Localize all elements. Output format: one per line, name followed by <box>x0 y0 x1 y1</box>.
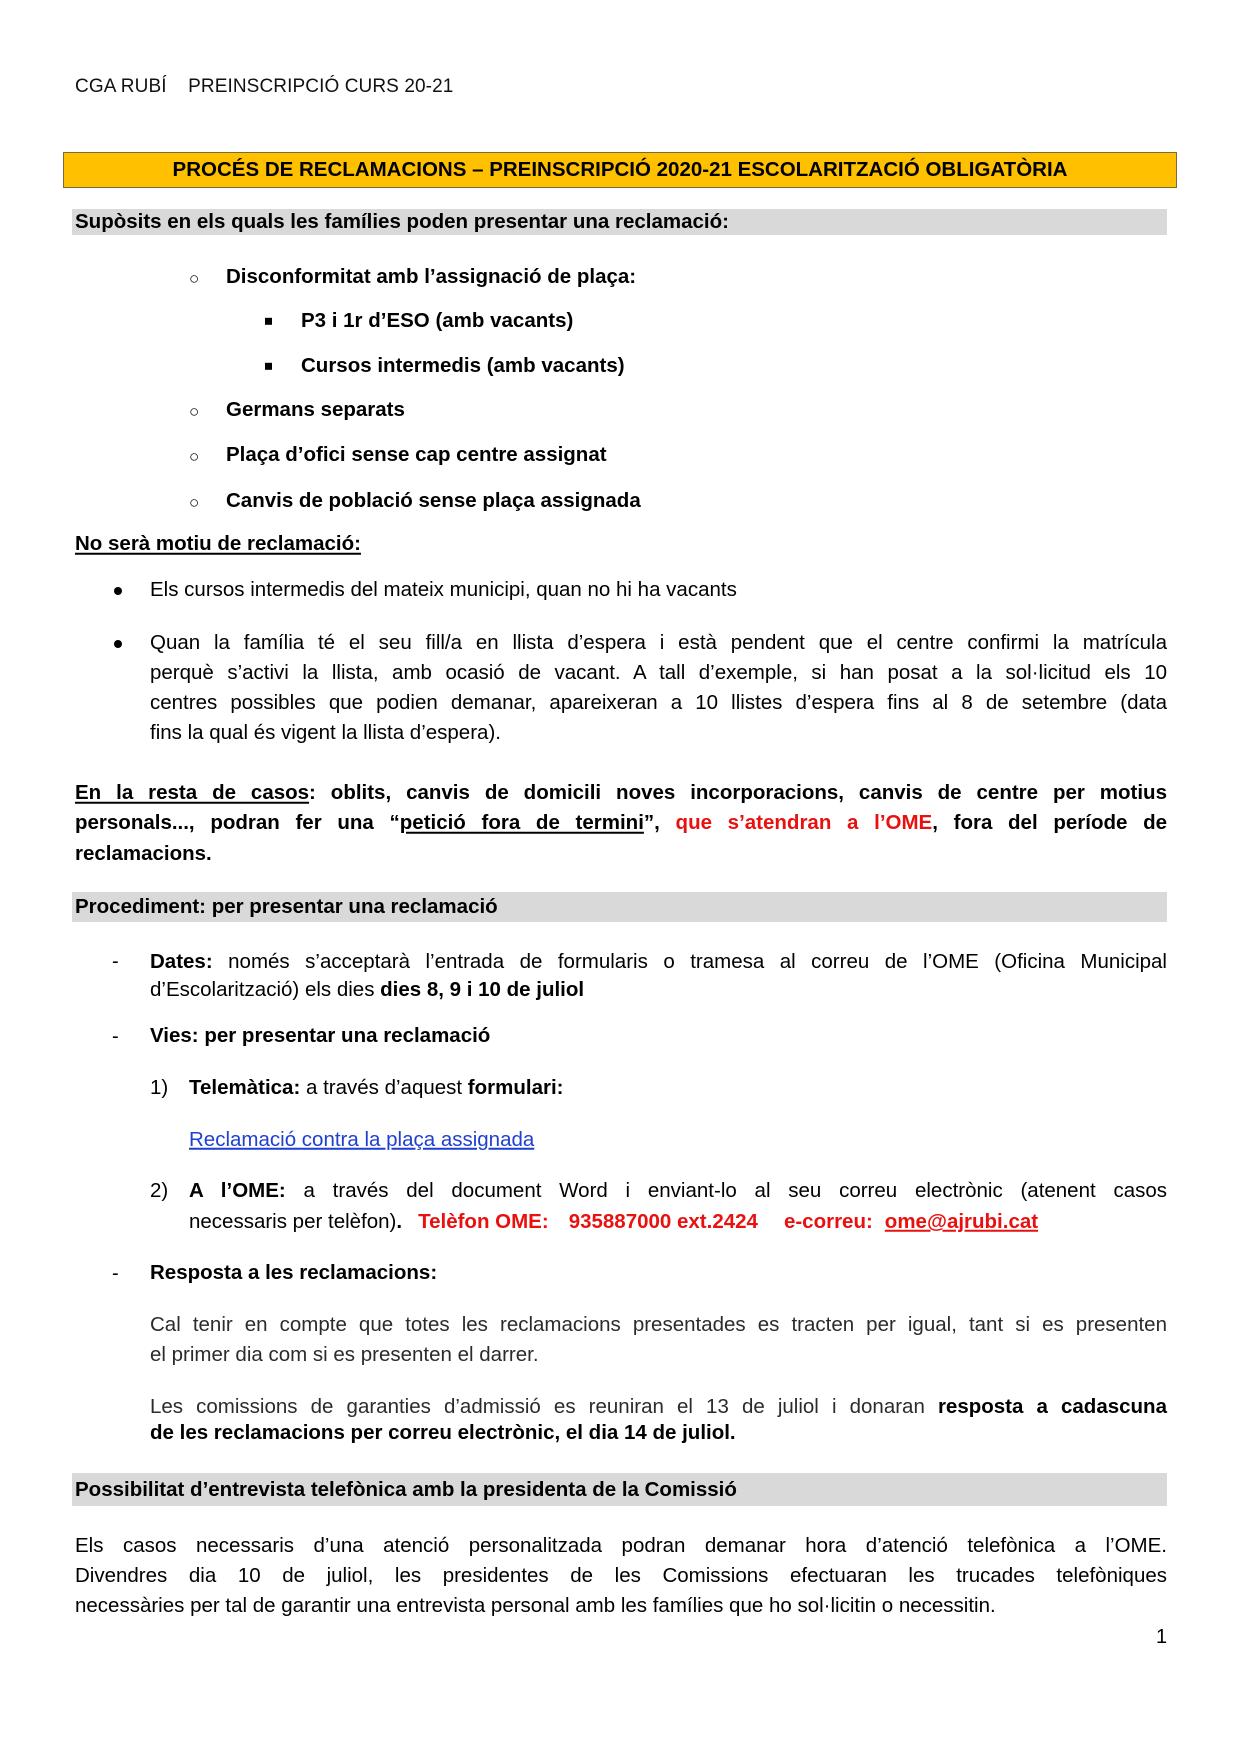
bullet-dot-icon <box>114 640 122 648</box>
dates-days: dies 8, 9 i 10 de juliol <box>380 977 585 1001</box>
list-item: P3 i 1r d’ESO (amb vacants) <box>301 308 574 332</box>
dash-bullet-icon: - <box>112 950 119 973</box>
email-label: e-correu: <box>783 1209 873 1233</box>
option-ome-line-1 <box>189 1178 1168 1202</box>
resposta-para1-line1: Cal tenir en compte que totes les reclamacions presentades es tracten per igual, tant si es presenten <box>150 1312 1167 1336</box>
phone-number: 935887000 ext.2424 <box>568 1209 758 1233</box>
circle-bullet-icon: ○ <box>189 402 200 421</box>
resta-line-3: reclamacions. <box>75 841 212 865</box>
title-banner <box>63 152 1177 188</box>
resta-label: En la resta de casos <box>75 780 310 804</box>
list-item: Canvis de població sense plaça assignada <box>226 488 641 512</box>
section-heading-procediment: Procediment: per presentar una reclamació <box>75 894 498 918</box>
circle-bullet-icon: ○ <box>189 269 200 288</box>
ome-highlight: que s’atendran a l’OME <box>675 810 933 834</box>
dates-text: d’Escolarització) els dies <box>150 977 381 1001</box>
resposta-para1-line2: el primer dia com si es presenten el darrer. <box>150 1342 539 1366</box>
list-item: Disconformitat amb l’assignació de plaça: <box>226 264 637 288</box>
telematica-label: Telemàtica: <box>189 1075 301 1099</box>
option-ome-line-2 <box>189 1209 1039 1233</box>
phone-label: Telèfon OME: <box>418 1209 549 1233</box>
resta-line-2 <box>75 810 1167 834</box>
list-item-line: centres possibles que podien demanar, apareixeran a 10 llistes d’espera fins al 8 de setembre (data <box>150 690 1167 714</box>
section-heading-bar <box>72 892 1167 922</box>
option-telematica <box>189 1075 564 1099</box>
section-heading-entrevista: Possibilitat d’entrevista telefònica amb la presidenta de la Comissió <box>75 1477 737 1501</box>
dates-line-2 <box>150 977 585 1001</box>
no-motiu-heading: No serà motiu de reclamació: <box>75 531 361 555</box>
section-heading-bar <box>72 209 1167 235</box>
ome-text: . <box>396 1209 403 1233</box>
list-item: Germans separats <box>226 397 405 421</box>
telematica-text: a través d’aquest <box>300 1075 468 1099</box>
resposta-bold: resposta a cadascuna <box>937 1394 1167 1418</box>
vies-heading: Vies: per presentar una reclamació <box>150 1023 491 1047</box>
resta-text: ”, <box>643 810 676 834</box>
section-heading-suposits: Supòsits en els quals les famílies poden presentar una reclamació: <box>75 209 729 233</box>
document-header: CGA RUBÍ PREINSCRIPCIÓ CURS 20-21 <box>75 76 454 97</box>
peticio-fora-termini: petició fora de termini <box>399 810 644 834</box>
list-item-line: perquè s’activi la llista, amb ocasió de vacant. A tall d’exemple, si han posat a la sol·licitud els 10 <box>150 660 1167 684</box>
resta-text: : oblits, canvis de domicili noves incorporacions, canvis de centre per motius <box>309 780 1167 804</box>
list-item: Els cursos intermedis del mateix municipi, quan no hi ha vacants <box>150 577 737 601</box>
bullet-dot-icon <box>114 587 122 595</box>
entrevista-line: Els casos necessaris d’una atenció personalitzada podran demanar hora d’atenció telefònica a l’OME. <box>75 1533 1167 1557</box>
square-bullet-icon <box>265 363 272 370</box>
reclamacio-form-link[interactable]: Reclamació contra la plaça assignada <box>189 1127 535 1151</box>
list-item-line: fins la qual és vigent la llista d’espera). <box>150 720 501 744</box>
formulari-label: formulari: <box>467 1075 564 1099</box>
entrevista-line: Divendres dia 10 de juliol, les presidentes de les Comissions efectuaran les trucades telefòniques <box>75 1563 1167 1587</box>
resta-text: , fora del període de <box>932 810 1167 834</box>
square-bullet-icon <box>265 318 272 325</box>
ome-label: A l’OME: <box>189 1178 286 1202</box>
ome-text: necessaris per telèfon) <box>189 1209 397 1233</box>
resposta-heading: Resposta a les reclamacions: <box>150 1260 438 1284</box>
document-title: PROCÉS DE RECLAMACIONS – PREINSCRIPCIÓ 2020-21 ESCOLARITZACIÓ OBLIGATÒRIA <box>172 158 1068 181</box>
dash-bullet-icon: - <box>112 1025 119 1048</box>
list-item: Cursos intermedis (amb vacants) <box>301 353 625 377</box>
circle-bullet-icon: ○ <box>189 447 200 466</box>
circle-bullet-icon: ○ <box>189 493 200 512</box>
page-number: 1 <box>1156 1626 1168 1648</box>
dash-bullet-icon: - <box>112 1262 119 1285</box>
email-link[interactable]: ome@ajrubi.cat <box>884 1209 1039 1233</box>
dates-text: només s’acceptarà l’entrada de formularis o tramesa al correu de l’OME (Oficina Municipal <box>212 949 1167 973</box>
option-number: 2) <box>150 1179 169 1202</box>
resposta-para2-line1 <box>150 1394 1167 1418</box>
resta-text: personals..., podran fer una “ <box>75 810 400 834</box>
resta-line-1 <box>75 780 1167 804</box>
ome-text: a través del document Word i enviant-lo al seu correu electrònic (atenent casos <box>285 1178 1168 1202</box>
resposta-para2-line2: de les reclamacions per correu electrònic, el dia 14 de juliol. <box>150 1420 736 1444</box>
dates-label: Dates: <box>150 949 213 973</box>
list-item: Plaça d’ofici sense cap centre assignat <box>226 442 607 466</box>
resposta-text: Les comissions de garanties d’admissió es reuniran el 13 de juliol i donaran <box>150 1394 938 1418</box>
dates-line-1 <box>150 949 1167 973</box>
list-item-line: Quan la família té el seu fill/a en llista d’espera i està pendent que el centre confirmi la matrícula <box>150 630 1167 654</box>
section-heading-bar <box>72 1473 1167 1506</box>
entrevista-line: necessàries per tal de garantir una entrevista personal amb les famílies que ho sol·licitin o necessitin. <box>75 1593 996 1617</box>
option-number: 1) <box>150 1076 169 1099</box>
